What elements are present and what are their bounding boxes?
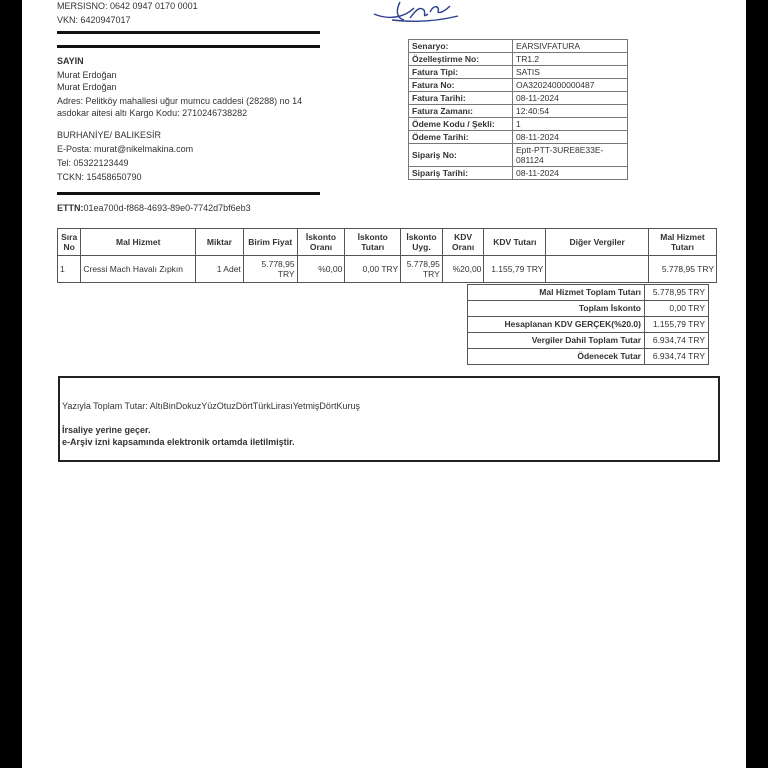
totals-key: Toplam İskonto [468,301,645,317]
ettn-label: ETTN: [57,203,84,213]
meta-key: Özelleştirme No: [409,53,513,66]
col-header-diger-vergiler: Diğer Vergiler [546,229,649,256]
seller-vkn: VKN: 6420947017 [57,15,131,25]
col-header-mal-hizmet-tutari: Mal Hizmet Tutarı [648,229,716,256]
cell-mal-hizmet-tutari: 5.778,95 TRY [648,256,716,283]
totals-row [468,285,709,301]
meta-value: 12:40:54 [513,105,628,118]
col-header-kdv-tutari: KDV Tutarı [484,229,546,256]
meta-key: Fatura Tarihi: [409,92,513,105]
ettn-line [57,202,251,214]
meta-row [409,79,628,92]
items-table [57,228,717,283]
totals-key: Vergiler Dahil Toplam Tutar [468,333,645,349]
cell-diger-vergiler [546,256,649,283]
meta-row [409,144,628,167]
totals-row [468,333,709,349]
meta-row [409,92,628,105]
meta-value: 08-11-2024 [513,131,628,144]
totals-value: 6.934,74 TRY [645,333,709,349]
invoice-meta-table [408,39,628,180]
cell-iskonto-uyg: 5.778,95 TRY [401,256,443,283]
buyer-city: BURHANİYE/ BALIKESİR [57,130,162,140]
waybill-note: İrsaliye yerine geçer. [62,425,151,435]
meta-value: OA32024000000487 [513,79,628,92]
meta-value: 08-11-2024 [513,92,628,105]
amount-words-box [58,376,720,462]
items-header-row [58,229,717,256]
divider-top-1 [57,31,320,34]
meta-key: Fatura No: [409,79,513,92]
totals-row [468,317,709,333]
cell-iskonto-tutari: 0,00 TRY [345,256,401,283]
meta-key: Sipariş No: [409,144,513,167]
totals-value: 6.934,74 TRY [645,349,709,365]
cell-kdv-orani: %20,00 [442,256,484,283]
meta-row [409,53,628,66]
col-header-sira-no: Sıra No [58,229,81,256]
signature-image [370,0,470,24]
totals-key: Hesaplanan KDV GERÇEK(%20.0) [468,317,645,333]
cell-iskonto-orani: %0,00 [297,256,345,283]
buyer-name: Murat Erdoğan [57,70,117,80]
meta-row [409,66,628,79]
totals-key: Ödenecek Tutar [468,349,645,365]
buyer-heading: SAYIN [57,56,84,66]
meta-key: Ödeme Tarihi: [409,131,513,144]
meta-row [409,118,628,131]
buyer-phone: Tel: 05322123449 [57,158,129,168]
meta-value: 1 [513,118,628,131]
totals-value: 0,00 TRY [645,301,709,317]
col-header-iskonto-tutari: İskonto Tutarı [345,229,401,256]
meta-key: Fatura Zamanı: [409,105,513,118]
meta-key: Fatura Tipi: [409,66,513,79]
totals-value: 1.155,79 TRY [645,317,709,333]
ettn-value: 01ea700d-f868-4693-89e0-7742d7bf6eb3 [83,203,251,213]
meta-key: Ödeme Kodu / Şekli: [409,118,513,131]
buyer-address-line1: Adres: Pelitköy mahallesi uğur mumcu caddesi (28288) no 14 [57,96,303,106]
divider-top-2 [57,45,320,48]
amount-in-words: Yazıyla Toplam Tutar: AltıBinDokuzYüzOtuzDörtTürkLirasıYetmişDörtKuruş [62,401,360,411]
cell-miktar: 1 Adet [196,256,244,283]
buyer-address-line2: asdokar aitesi altı Kargo Kodu: 2710246738282 [57,108,248,118]
col-header-iskonto-uyg: İskonto Uyg. [401,229,443,256]
cell-birim-fiyat: 5.778,95 TRY [243,256,297,283]
meta-value: TR1.2 [513,53,628,66]
col-header-miktar: Miktar [196,229,244,256]
divider-bottom [57,192,320,195]
totals-value: 5.778,95 TRY [645,285,709,301]
invoice-page [22,0,746,768]
cell-sira-no: 1 [58,256,81,283]
col-header-birim-fiyat: Birim Fiyat [243,229,297,256]
totals-key: Mal Hizmet Toplam Tutarı [468,285,645,301]
meta-value: SATIS [513,66,628,79]
e-archive-note: e-Arşiv izni kapsamında elektronik ortamda iletilmiştir. [62,437,295,447]
col-header-iskonto-orani: İskonto Oranı [297,229,345,256]
meta-value: 08-11-2024 [513,167,628,180]
cell-kdv-tutari: 1.155,79 TRY [484,256,546,283]
meta-row [409,105,628,118]
col-header-kdv-orani: KDV Oranı [442,229,484,256]
buyer-block [57,55,327,183]
col-header-mal-hizmet: Mal Hizmet [81,229,196,256]
meta-key: Senaryo: [409,40,513,53]
meta-row [409,131,628,144]
meta-row [409,167,628,180]
cell-mal-hizmet: Cressi Mach Havalı Zıpkın [81,256,196,283]
seller-mersisno: MERSISNO: 0642 0947 0170 0001 [57,1,198,11]
totals-row [468,301,709,317]
totals-row [468,349,709,365]
meta-key: Sipariş Tarihi: [409,167,513,180]
buyer-email: E-Posta: murat@nikelmakina.com [57,144,194,154]
meta-row [409,40,628,53]
buyer-tckn: TCKN: 15458650790 [57,172,142,182]
meta-value: EARSIVFATURA [513,40,628,53]
totals-table [467,284,709,365]
buyer-name-2: Murat Erdoğan [57,82,117,92]
meta-value: Eptt-PTT-3URE8E33E-081124 [513,144,628,167]
table-row [58,256,717,283]
